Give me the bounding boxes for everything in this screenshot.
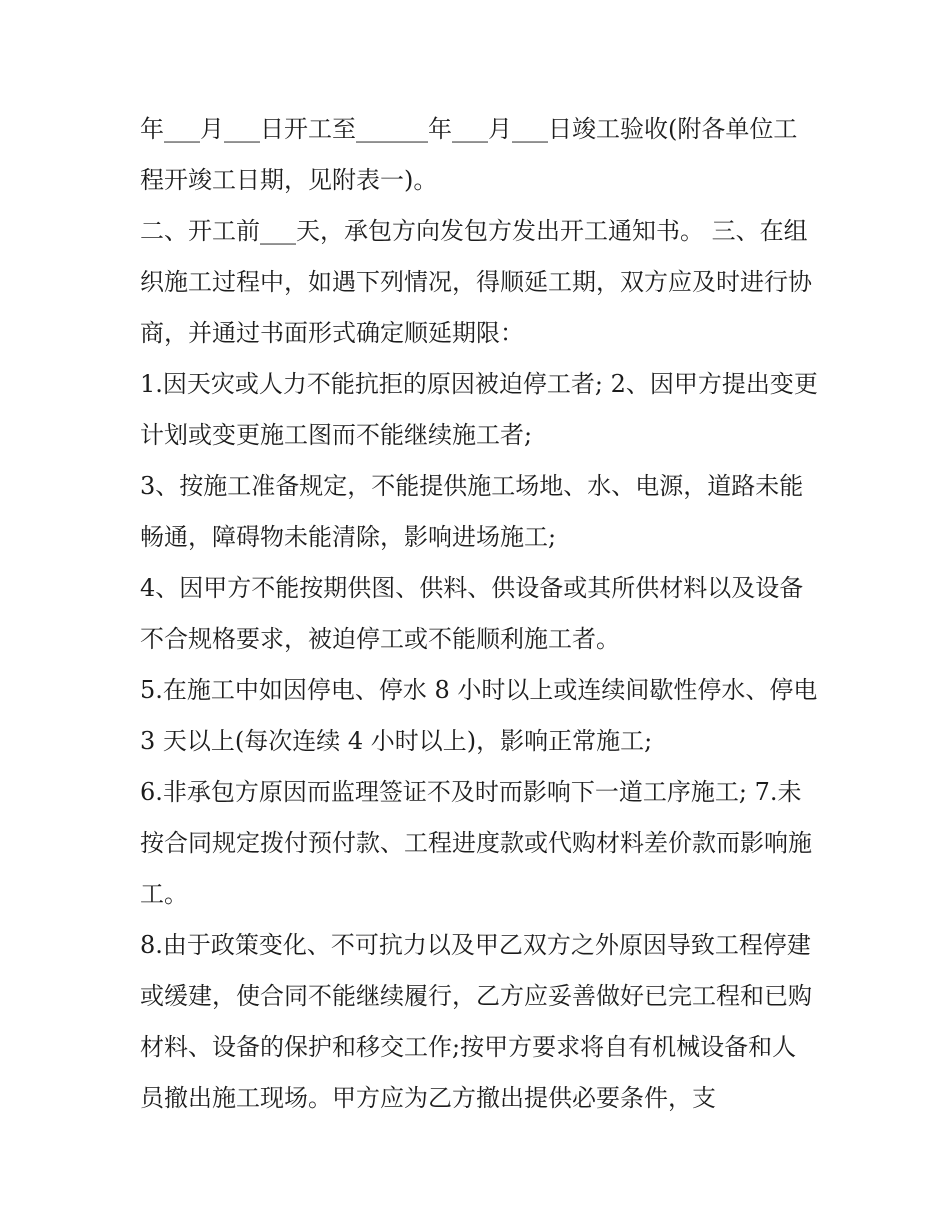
paragraph-item-5: 5.在施工中如因停电、停水 8 小时以上或连续间歇性停水、停电 3 天以上(每次连续 4 小时以上)，影响正常施工; [140, 676, 826, 755]
paragraph-item-8: 8.由于政策变化、不可抗力以及甲乙双方之外原因导致工程停建或缓建，使合同不能继续履行，乙方应妥善做好已完工程和已购材料、设备的保护和移交工作;按甲方要求将自有机械设备和人员撤出施工现场。甲方应为乙方撤出提供必要条件，支 [140, 931, 812, 1112]
paragraph-item-6-7: 6.非承包方原因而监理签证不及时而影响下一道工序施工; 7.未按合同规定拨付预付款、工程进度款或代购材料差价款而影响施工。 [140, 778, 812, 908]
paragraph-start-notice-and-extension: 二、开工前___天，承包方向发包方发出开工通知书。 三、在组织施工过程中，如遇下列情况，得顺延工期，双方应及时进行协商，并通过书面形式确定顺延期限： [140, 217, 812, 347]
paragraph-item-4: 4、因甲方不能按期供图、供料、供设备或其所供材料以及设备不合规格要求，被迫停工或不能顺利施工者。 [140, 574, 804, 653]
paragraph-item-3: 3、按施工准备规定，不能提供施工场地、水、电源，道路未能畅通，障碍物未能清除，影响进场施工; [140, 472, 804, 551]
document-body [140, 104, 826, 1124]
paragraph-item-1-2: 1.因天灾或人力不能抗拒的原因被迫停工者; 2、因甲方提出变更计划或变更施工图而不能继续施工者; [140, 370, 818, 449]
paragraph-schedule-dates: 年___月___日开工至______年___月___日竣工验收(附各单位工程开竣工日期，见附表一)。 [140, 115, 798, 194]
